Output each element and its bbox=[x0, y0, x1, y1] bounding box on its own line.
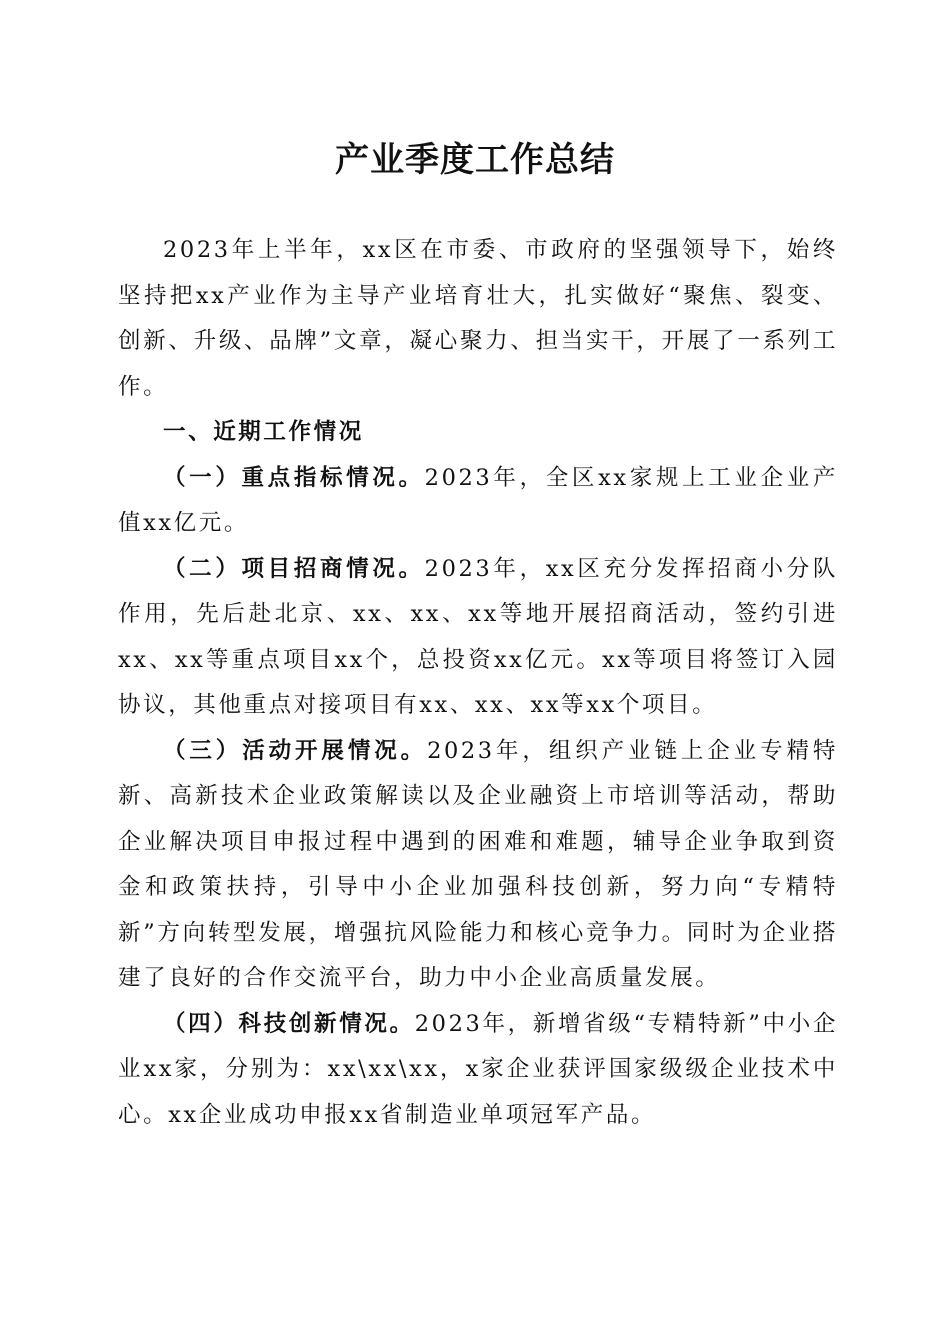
intro-paragraph: 2023年上半年，xx区在市委、市政府的坚强领导下，始终坚持把xx产业作为主导产业培育壮大，扎实做好“聚焦、裂变、创新、升级、品牌”文章，凝心聚力、担当实干，开展了一系列工作。 bbox=[118, 237, 838, 400]
item-lead-3: （三）活动开展情况。 bbox=[163, 737, 428, 764]
item-lead-1: （一）重点指标情况。 bbox=[163, 464, 425, 491]
document-body bbox=[118, 228, 838, 1138]
item-paragraph-4 bbox=[118, 1002, 838, 1139]
document-title: 产业季度工作总结 bbox=[335, 140, 615, 180]
item-lead-2: （二）项目招商情况。 bbox=[163, 555, 425, 582]
item-lead-4: （四）科技创新情况。 bbox=[163, 1010, 415, 1037]
item-paragraph-3 bbox=[118, 729, 838, 1002]
item-paragraph-1 bbox=[118, 456, 838, 547]
item-text-4: 2023年，新增省级“专精特新”中小企业xx家，分别为：xx\xx\xx，x家企业获评国家级级企业技术中心。xx企业成功申报xx省制造业单项冠军产品。 bbox=[118, 1010, 838, 1128]
item-paragraph-2 bbox=[118, 547, 838, 729]
item-text-2: 2023年，xx区充分发挥招商小分队作用，先后赴北京、xx、xx、xx等地开展招商活动，签约引进xx、xx等重点项目xx个，总投资xx亿元。xx等项目将签订入园协议，其他重点对接项目有xx、xx、xx等xx个项目。 bbox=[118, 555, 838, 718]
section-heading: 一、近期工作情况 bbox=[163, 419, 364, 445]
item-text-1: 2023年，全区xx家规上工业企业产值xx亿元。 bbox=[118, 464, 838, 536]
item-text-3: 2023年，组织产业链上企业专精特新、高新技术企业政策解读以及企业融资上市培训等活动，帮助企业解决项目申报过程中遇到的困难和难题，辅导企业争取到资金和政策扶持，引导中小企业加强科技创新，努力向“专精特新”方向转型发展，增强抗风险能力和核心竞争力。同时为企业搭建了良好的合作交流平台，助力中小企业高质量发展。 bbox=[118, 737, 838, 991]
